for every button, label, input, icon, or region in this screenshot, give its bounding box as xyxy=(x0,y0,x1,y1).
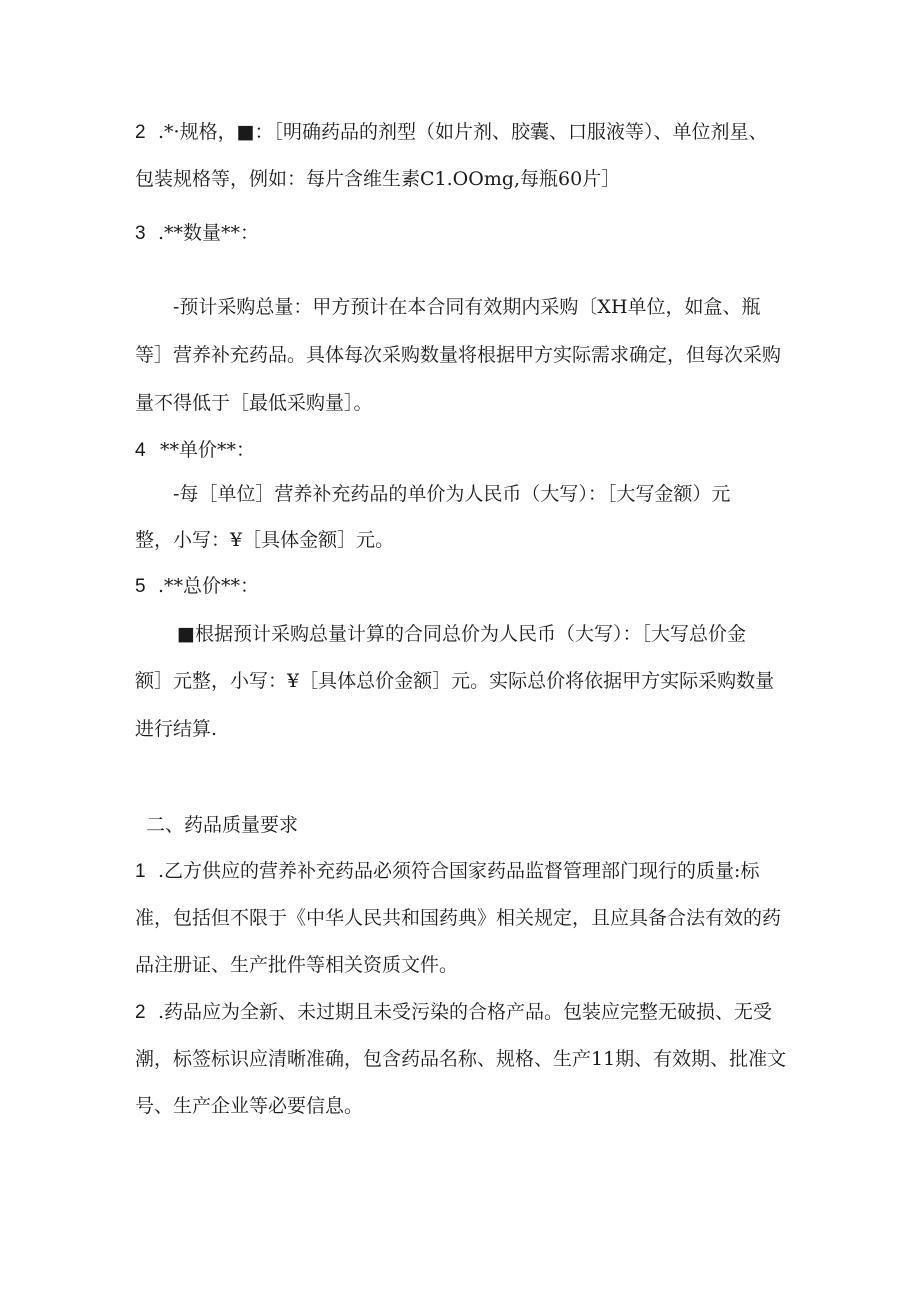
section-2-p2-line-2: 潮，标签标识应清晰准确，包含药品名称、规格、生产11期、有效期、批准文 xyxy=(135,1048,787,1070)
item-5-para-line-1: ■根据预计采购总量计算的合同总价为人民币（大写）：［大写总价金 xyxy=(177,623,746,645)
item-3-para-line-2: 等］营养补充药品。具体每次采购数量将根据甲方实际需求确定，但每次采购 xyxy=(135,344,782,366)
item-3-title: .**数量**： xyxy=(158,222,260,244)
section-2-p2-line-1: .药品应为全新、未过期且未受污染的合格产品。包装应完整无破损、无受 xyxy=(158,1001,773,1023)
section-2-p2-line-3: 号、生产企业等必要信息。 xyxy=(135,1095,364,1117)
section-2-heading: 二、药品质量要求 xyxy=(146,814,299,836)
item-4-number: 4 xyxy=(135,440,146,461)
section-2-p1-number: 1 xyxy=(135,861,146,882)
item-2-number: 2 xyxy=(135,122,146,143)
item-2-line-2: 包装规格等，例如：每片含维生素C1.OOmg,每瓶60片］ xyxy=(135,168,621,190)
item-4-title: **单价**： xyxy=(160,439,256,461)
item-5-title: .**总价**： xyxy=(158,575,260,597)
section-2-p1-line-2: 准，包括但不限于《中华人民共和国药典》相关规定，且应具备合法有效的药 xyxy=(135,907,782,929)
item-5-number: 5 xyxy=(135,576,146,597)
item-4-para-line-1: -每［单位］营养补充药品的单价为人民币（大写）：［大写金额）元 xyxy=(173,483,731,505)
item-3-para-line-1: -预计采购总量：甲方预计在本合同有效期内采购〔XH单位，如盒、瓶 xyxy=(173,296,761,318)
section-2-p2-number: 2 xyxy=(135,1002,146,1023)
section-2-p1-line-1: .乙方供应的营养补充药品必须符合国家药品监督管理部门现行的质量:标 xyxy=(158,860,760,882)
section-2-p1-line-3: 品注册证、生产批件等相关资质文件。 xyxy=(135,954,459,976)
item-3-para-line-3: 量不得低于［最低采购量］。 xyxy=(135,392,373,414)
item-3-number: 3 xyxy=(135,223,146,244)
item-5-para-line-2: 额］元整，小写：¥［具体总价金额］元。实际总价将依据甲方实际采购数量 xyxy=(135,670,775,692)
item-2-line-1: .*·规格，■：［明确药品的剂型（如片剂、胶囊、口服液等）、单位剂星、 xyxy=(158,121,768,143)
item-4-para-line-2: 整，小写：¥［具体金额］元。 xyxy=(135,529,395,551)
item-5-para-line-3: 进行结算. xyxy=(135,718,218,740)
